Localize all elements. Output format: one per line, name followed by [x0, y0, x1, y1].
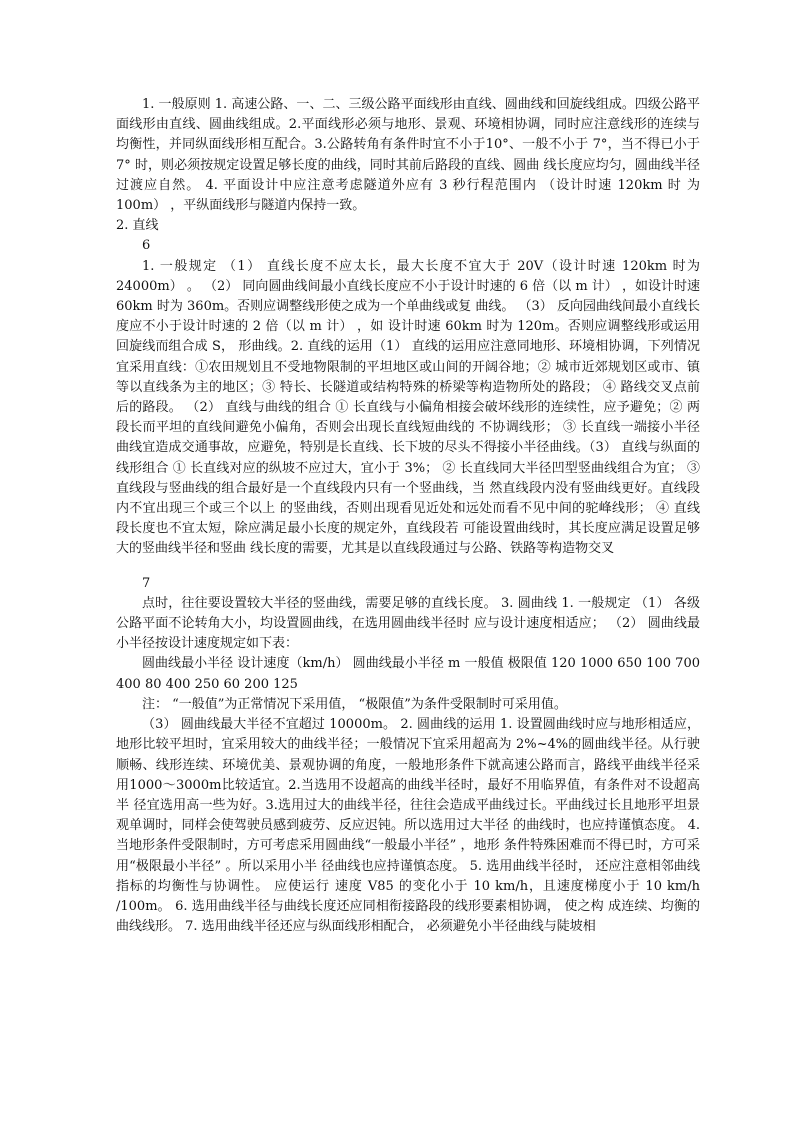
page-number: 7	[142, 575, 151, 591]
document-body	[116, 95, 700, 937]
paragraph-straight-line-rules: 1. 一般规定 （1） 直线长度不应太长，最大长度不宜大于 20V（设计时速 120km 时为 24000m） 。 （2） 同向圆曲线间最小直线长度应不小于设计时速的 6 倍（以 m 计） ，如设计时速 60km 时为 360m。否则应调整线形使之成为一个单曲线或复 曲线。 （3） 反向园曲线间最小直线长度应不小于设计时速的 2 倍（以 m 计） ，如 设计时速 60km 时为 120m。否则应调整线形或运用回旋线而组合成 S， 形曲线。2. 直线的运用（1） 直线的运用应注意同地形、环境相协调，下列情况宜采用直线：①农田规划且不受地物限制的平坦地区或山间的开阔谷地；② 城市近郊规划区或市、镇等以直线条为主的地区；③ 特长、长隧道或结构特殊的桥梁等构造物所处的路段； ④ 路线交叉点前后的路段。 （2） 直线与曲线的组合 ① 长直线与小偏角相接会破坏线形的连续性，应予避免；② 两段长而平坦的直线间避免小偏角，否则会出现长直线短曲线的 不协调线形； ③ 长直线一端接小半径曲线宜造成交通事故，应避免，特别是长直线、长下坡的尽头不得接小半径曲线。（3） 直线与纵面的线形组合 ① 长直线对应的纵坡不应过大，宜小于 3%； ② 长直线同大半径凹型竖曲线组合为宜； ③ 直线段与竖曲线的组合最好是一个直线段内只有一个竖曲线，当 然直线段内没有竖曲线更好。直线段内不宜出现三个或三个以上 的竖曲线，否则出现看见近处和远处而看不见中间的驼峰线形； ④ 直线段长度也不宜太短，除应满足最小长度的规定外，直线段若 可能设置曲线时，其长度应满足设置足够大的竖曲线半径和竖曲 线长度的需要，尤其是以直线段通过与公路、铁路等构造物交叉	[116, 258, 700, 557]
paragraph-general-principles: 1. 一般原则 1. 高速公路、一、二、三级公路平面线形由直线、圆曲线和回旋线组成。四级公路平面线形由直线、圆曲线组成。2.平面线形必须与地形、景观、环境相协调，同时应注意线形的连续与均衡性，并同纵面线形相互配合。3.公路转角有条件时宜不小于10°、一般不小于 7°，当不得已小于 7° 时，则必须按规定设置足够长度的曲线，同时其前后路段的直线、圆曲 线长度应均匀，圆曲线半径过渡应自然。 4. 平面设计中应注意考虑隧道外应有 3 秒行程范围内 （设计时速 120km 时 为 100m） ，平纵面线形与隧道内保持一致。	[116, 97, 700, 214]
page-number: 6	[142, 238, 151, 254]
paragraph-curve-usage: （3） 圆曲线最大半径不宜超过 10000m。 2. 圆曲线的运用 1. 设置圆曲线时应与地形相适应，地形比较平坦时，宜采用较大的曲线半径；一般情况下宜采用超高为 2%~4%的圆曲线半径。从行驶顺畅、线形连续、环境优美、景观协调的角度，一般地形条件下就高速公路而言，路线平曲线半径采用1000～3000m比较适宜。2.当选用不设超高的曲线半径时，最好不用临界值，有条件对不设超高半 径宜选用高一些为好。3.选用过大的曲线半径，往往会造成平曲线过长。平曲线过长且地形平坦景观单调时，同样会使驾驶员感到疲劳、反应迟钝。所以选用过大半径 的曲线时，也应持谨慎态度。 4. 当地形条件受限制时，方可考虑采用圆曲线“一般最小半径” ，地形 条件特殊困难而不得已时，方可采用“极限最小半径” 。所以采用小半 径曲线也应持谨慎态度。 5. 选用曲线半径时， 还应注意相邻曲线指标的均衡性与协调性。 应使运行 速度 V85 的变化小于 10 km/h，且速度梯度小于 10 km/h /100m。 6. 选用曲线半径与曲线长度还应同相衔接路段的线形要素相协调， 使之构 成连续、均衡的曲线线形。 7. 选用曲线半径还应与纵面线形相配合， 必须避免小半径曲线与陡坡相	[116, 717, 700, 935]
section-heading-straight-line: 2. 直线	[116, 218, 159, 234]
radius-table-text: 圆曲线最小半径 设计速度（km/h） 圆曲线最小半径 m 一般值 极限值 120 1000 650 100 700 400 80 400 250 60 200 125	[116, 656, 700, 692]
table-note: 注： “一般值”为正常情况下采用值， “极限值”为条件受限制时可采用值。	[142, 696, 567, 712]
paragraph-circular-curve-rules: 点时，往往要设置较大半径的竖曲线，需要足够的直线长度。 3. 圆曲线 1. 一般规定 （1） 各级公路平面不论转角大小，均设置圆曲线，在选用圆曲线半径时 应与设计速度相适应； （2） 圆曲线最小半径按设计速度规定如下表：	[116, 595, 700, 652]
